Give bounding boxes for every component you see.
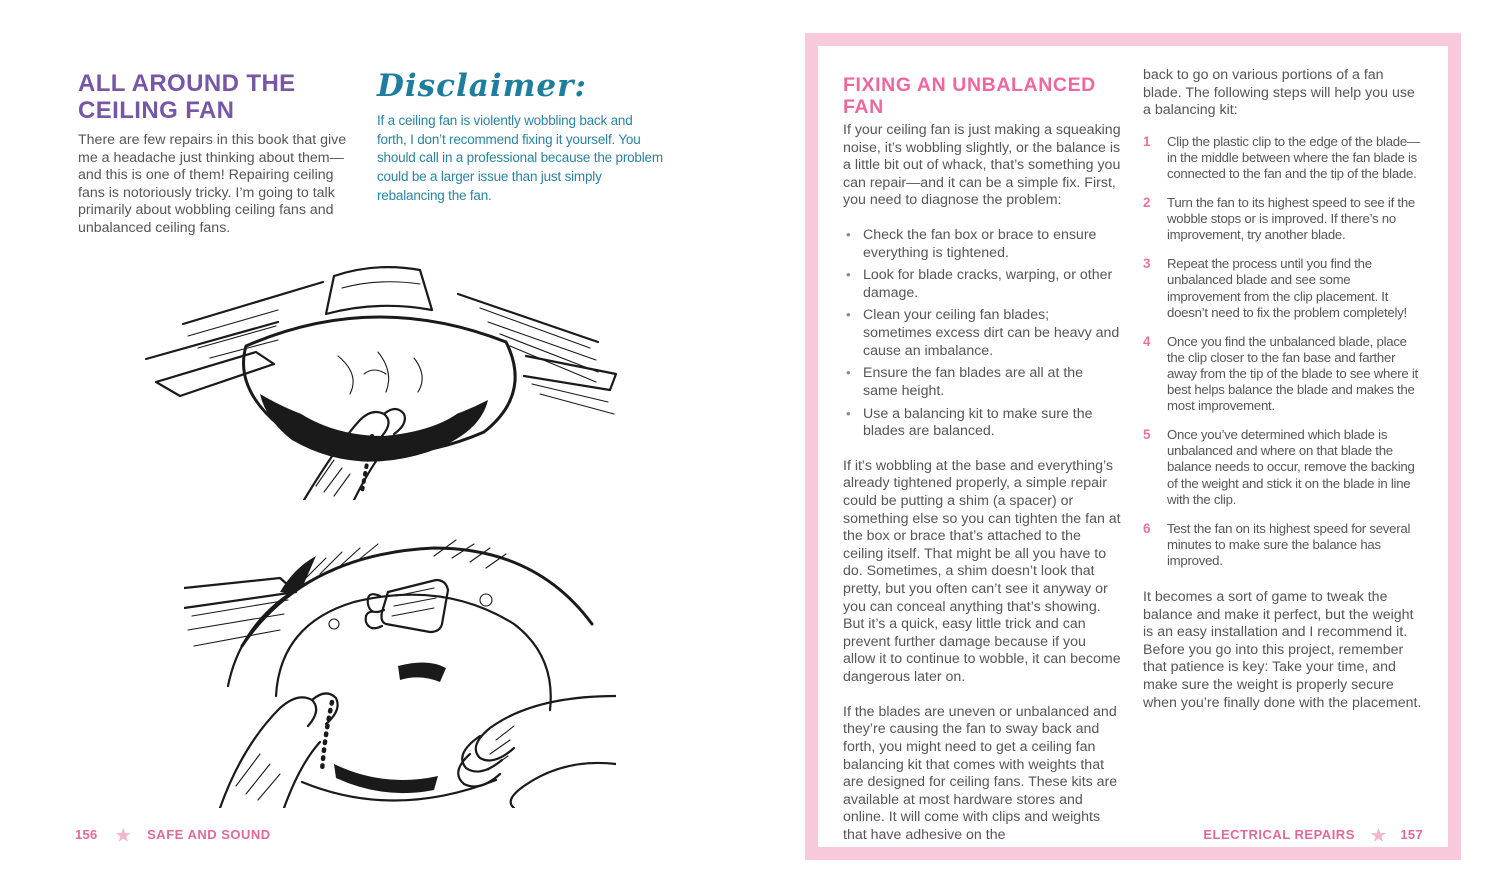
step-number: 1	[1143, 133, 1151, 149]
bullet-text: Use a balancing kit to make sure the blades are balanced.	[863, 405, 1093, 440]
diagnosis-bullet-list	[843, 227, 1121, 441]
bullet-icon: •	[846, 227, 851, 243]
ceiling-fan-canopy-drawing	[128, 224, 620, 500]
step-text: Test the fan on its highest speed for several minutes to make sure the balance has improved.	[1167, 520, 1411, 568]
list-item	[843, 267, 1121, 302]
list-item	[843, 227, 1121, 262]
step-item	[1143, 334, 1425, 414]
continuation-paragraph: back to go on various portions of a fan blade. The following steps will help you use a balancing kit:	[1143, 67, 1415, 119]
step-text: Turn the fan to its highest speed to see if the wobble stops or is improved. If there’s no improvement, try another blade.	[1167, 195, 1416, 243]
disclaimer-heading: Disclaimer:	[377, 68, 587, 104]
right-footer	[1203, 826, 1423, 846]
step-number: 6	[1143, 520, 1151, 536]
step-number: 5	[1143, 427, 1151, 443]
step-item	[1143, 195, 1425, 243]
right-page-number: 157	[1400, 827, 1423, 842]
step-text: Once you find the unbalanced blade, place the clip closer to the fan base and farther away from the tip of the blade to see where it best helps balance the blade and makes the most improvement.	[1167, 333, 1418, 414]
balancing-steps-list	[1143, 134, 1425, 569]
step-number: 3	[1143, 256, 1151, 272]
list-item	[843, 307, 1121, 360]
step-item	[1143, 256, 1425, 320]
right-section-label: ELECTRICAL REPAIRS	[1203, 827, 1355, 842]
bullet-text: Check the fan box or brace to ensure everything is tightened.	[863, 227, 1097, 261]
closing-paragraph: It becomes a sort of game to tweak the balance and make it perfect, but the weight is an easy installation and I recommend it. Before you go into this project, remember that patience is key: Take your time, and make sure the weight is properly secure when you’re finally done with the placement.	[1143, 588, 1422, 711]
balancing-weight-drawing	[184, 496, 616, 808]
bullet-text: Ensure the fan blades are all at the same height.	[863, 365, 1084, 399]
step-number: 4	[1143, 333, 1151, 349]
left-page-number: 156	[75, 827, 98, 842]
right-page-heading: FIXING AN UNBALANCED FAN	[843, 74, 1096, 119]
bullet-icon: •	[846, 405, 851, 421]
bullet-text: Look for blade cracks, warping, or other damage.	[863, 267, 1113, 301]
right-column-1	[843, 122, 1121, 862]
bullet-icon: •	[846, 307, 851, 323]
bullet-icon: •	[846, 267, 851, 283]
step-number: 2	[1143, 195, 1151, 211]
step-text: Clip the plastic clip to the edge of the blade—in the middle between where the fan blade is connected to the fan and the tip of the blade.	[1167, 133, 1420, 182]
list-item	[843, 406, 1121, 441]
step-item	[1143, 521, 1425, 569]
disclaimer-text: If a ceiling fan is violently wobbling back and forth, I don’t recommend fixing it yourself. You should call in a professional because the problem could be a larger issue than just simply rebalancing the fan.	[377, 113, 663, 203]
balancing-kit-paragraph: If the blades are uneven or unbalanced and they’re causing the fan to sway back and forth, you might need to get a ceiling fan balancing kit that comes with weights that are designed for ceiling fans. These kits are available at most hardware stores and online. It will come with clips and weights that have adhesive on the	[843, 703, 1118, 843]
step-text: Once you’ve determined which blade is unbalanced and where on that blade the balance needs to occur, remove the backing of the weight and stick it on the blade in line with the clip.	[1167, 427, 1415, 507]
diagnose-paragraph: If your ceiling fan is just making a squeaking noise, it’s wobbling slightly, or the balance is a little bit out of whack, that’s something you can repair—and it can be a simple fix. First, you need to diagnose the problem:	[843, 122, 1121, 209]
star-icon: ★	[115, 826, 132, 845]
step-item	[1143, 134, 1425, 182]
left-page-title: ALL AROUND THE CEILING FAN	[78, 70, 296, 125]
bullet-icon: •	[846, 365, 851, 381]
right-column-2	[1143, 67, 1425, 712]
star-icon: ★	[1370, 826, 1387, 845]
step-item	[1143, 427, 1425, 507]
shim-paragraph: If it’s wobbling at the base and everything’s already tightened properly, a simple repair could be putting a shim (a spacer) or something else so you can tighten the fan at the box or brace that’s attached to the ceiling itself. That might be all you have to do. Sometimes, a shim doesn’t look that pretty, but you often can’t see it anyway or you can conceal anything that’s showing. But it’s a quick, easy little trick and can prevent further damage because if you allow it to continue to wobble, it can become dangerous later on.	[843, 457, 1121, 686]
bullet-text: Clean your ceiling fan blades; sometimes excess dirt can be heavy and cause an imbalance.	[863, 307, 1120, 359]
left-section-label: SAFE AND SOUND	[147, 827, 271, 842]
balancing-weight-illustration	[184, 496, 616, 808]
left-intro-paragraph: There are few repairs in this book that give me a headache just thinking about them—and this is one of them! Repairing ceiling fans is notoriously tricky. I’m going to talk primarily about wobbling ceiling fans and unbalanced ceiling fans.	[78, 132, 347, 237]
left-footer	[75, 826, 271, 846]
list-item	[843, 365, 1121, 400]
ceiling-fan-canopy-illustration	[128, 224, 620, 500]
step-text: Repeat the process until you find the unbalanced blade and see some improvement from the clip placement. It doesn’t need to fix the problem completely!	[1167, 256, 1407, 320]
